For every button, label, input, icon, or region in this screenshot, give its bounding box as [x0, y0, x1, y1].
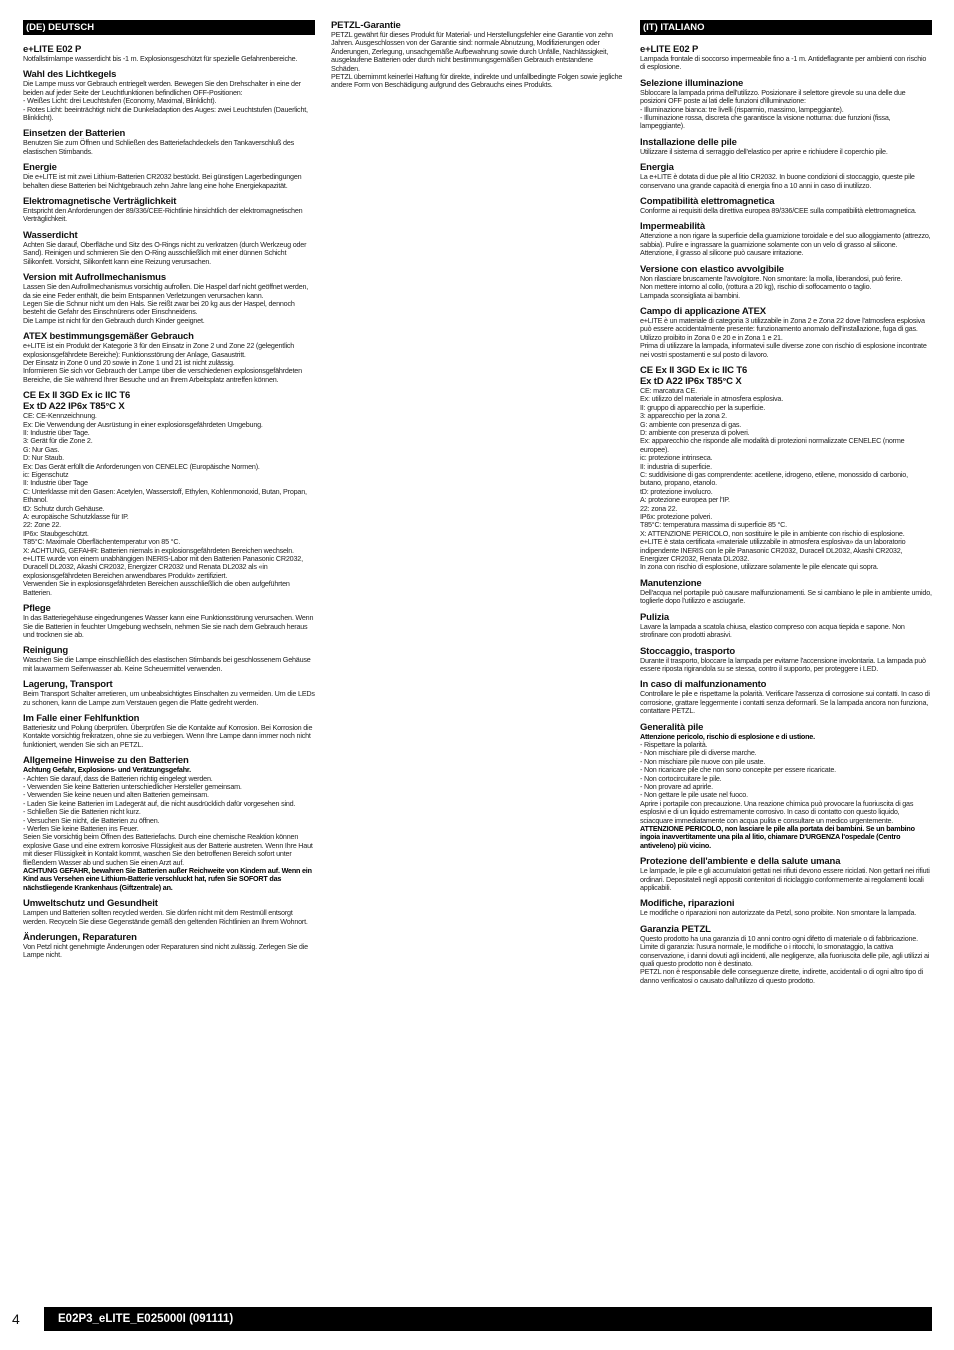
- warning-text: ATTENZIONE PERICOLO, non lasciare le pile alla portata dei bambini. Se un bambino ingoia inavvertitamente una pila al litio, chiamare D'URGENZA l'ospedale (Centro antiveleno) più vicino.: [640, 824, 915, 850]
- section: [23, 755, 315, 892]
- section-heading: Version mit Aufrollmechanismus: [23, 272, 166, 284]
- section-body: Conforme ai requisiti della direttiva europea 89/336/CEE sulla compatibilità elettromagnetica.: [640, 206, 917, 216]
- section: [23, 932, 315, 960]
- section-heading: Elektromagnetische Verträglichkeit: [23, 196, 177, 208]
- section: [23, 196, 315, 224]
- section-heading: CE Ex II 3GD Ex ic IIC T6 Ex tD A22 IP6x T85°C X: [23, 390, 131, 413]
- section-body: Le modifiche o riparazioni non autorizzate da Petzl, sono proibite. Non smontare la lampada.: [640, 908, 917, 918]
- footer-bar: [44, 1307, 932, 1331]
- section-body: Lampada frontale di soccorso impermeabile fino a -1 m. Antideflagrante per ambienti con rischio di esplosione.: [640, 54, 927, 72]
- section-body: Notfallstirnlampe wasserdicht bis -1 m. Explosionsgeschützt für spezielle Gefahrenbereiche.: [23, 54, 298, 63]
- section-body: Lampen und Batterien sollten recycled werden. Sie dürfen nicht mit dem Restmüll entsorgt werden. Recyceln Sie diese Gegenstände gemäß den geltenden Richtlinien an Ihrem Wohnort.: [23, 908, 308, 926]
- language-header: (IT) ITALIANO: [640, 20, 932, 35]
- section-heading: Modifiche, riparazioni: [640, 898, 735, 910]
- section-heading: Pflege: [23, 603, 51, 615]
- section: [640, 221, 932, 257]
- section-heading: Energie: [23, 162, 57, 174]
- section-heading: e+LITE E02 P: [640, 44, 699, 55]
- section-body: CE: marcatura CE. Ex: utilizzo del materiale in atmosfera esplosiva. II: gruppo di apparecchio per la superficie. 3: apparecchio per la zona 2. G: ambiente con presenza di gas. D: ambiente con presenza di polveri. Ex: apparecchio che risponde alle modalità di protezioni normalizzate CENELEC (norme europee). ic: protezione intrinseca. II: industria di superficie. C: suddivisione di gas comprendente: acetilene, idrogeno, etilene, monossido di carbonio, butano, propano, etanolo. tD: protezione involucro. A: protezione europea per l'IP. 22: zona 22. IP6x: protezione polveri. T85°C: temperatura massima di superficie 85 °C. X: ATTENZIONE PERICOLO, non sostituire le pile in ambiente con rischio di esplosione. e+LITE è stata certificata «materiale utilizzabile in atmosfera esplosiva» da un laboratorio indipendente INERIS con le pile Panasonic CR2032, Duracell DL2032, Akashi CR2032, Energizer CR2032, Renata DL2032. In zona con rischio di esplosione, utilizzare solamente le pile elencate qui sopra.: [640, 385, 908, 572]
- section: [23, 713, 315, 749]
- section-heading: Änderungen, Reparaturen: [23, 932, 137, 944]
- section-body: Lavare la lampada a scatola chiusa, elastico compreso con acqua tiepida e sapone. Non strofinare con prodotti abrasivi.: [640, 621, 905, 640]
- section: [23, 645, 315, 673]
- section: [640, 78, 932, 131]
- section-body: - Achten Sie darauf, dass die Batterien richtig eingelegt werden. - Verwenden Sie keine Batterien unterschiedlicher Hersteller gemeinsam. - Verwenden Sie keine neuen und alten Batterien gemeinsam. - Laden Sie keine Batterien im Ladegerät auf, die nicht ausdrücklich dafür vorgesehen sind. - Schließen Sie die Batterien nicht kurz. - Versuchen Sie nicht, die Batterien zu öffnen. - Werfen Sie keine Batterien ins Feuer. Seien Sie vorsichtig beim Öffnen des Batteriefachs. Durch eine chemische Reaktion können explosive Gase und eine extrem korrosive Flüssigkeit aus der Batterie austreten. Wenn Ihre Haut mit dieser Flüssigkeit in Kontakt kommt, waschen Sie den betroffenen Bereich sofort unter fließendem Wasser ab und suchen Sie einen Arzt auf.: [23, 773, 313, 867]
- section-body: CE: CE-Kennzeichnung. Ex: Die Verwendung der Ausrüstung in einer explosionsgefährdeten Umgebung. II: Industrie über Tage. 3: Gerät für die Zone 2. G: Nur Gas. D: Nur Staub. Ex: Das Gerät erfüllt die Anforderungen von CENELEC (Europäische Normen). ic: Eigenschutz II: Industrie über Tage C: Unterklasse mit den Gasen: Acetylen, Wasserstoff, Ethylen, Kohlenmonoxid, Butan, Propan, Ethanol. tD: Schutz durch Gehäuse. A: europäische Schutzklasse für IP. 22: Zone 22. IP6x: Staubgeschützt. T85°C: Maximale Oberflächentemperatur von 85 °C. X: ACHTUNG, GEFAHR: Batterien niemals in explosionsgefährdeten Bereichen wechseln. e+LITE wurde von einem unabhängigen INERIS-Labor mit den Batterien Panasonic CR2032, Duracell DL2032, Akashi CR2032, Energizer CR2032 und Renata DL2032 als «in explosionsgefährdeten Bereichen anwendbares Produkt» zertifiziert. Verwenden Sie in explosionsgefährdeten Bereichen ausschließlich die oben aufgeführten Batterien.: [23, 411, 307, 597]
- warning-text: Attenzione pericolo, rischio di esplosione e di ustione.: [640, 731, 815, 741]
- section-heading: Energia: [640, 162, 674, 174]
- section-heading: Versione con elastico avvolgibile: [640, 263, 784, 275]
- section-heading: Stoccaggio, trasporto: [640, 645, 736, 657]
- section-body: Beim Transport Schalter arretieren, um unbeabsichtigtes Einschalten zu vermeiden. Um die LEDs zu schonen, kann die Lampe zum Verstauen gegen die Platte gedreht werden.: [23, 689, 315, 707]
- language-header: (DE) DEUTSCH: [23, 20, 315, 35]
- section-body: Controllare le pile e rispettarne la polarità. Verificare l'assenza di corrosione sui contatti. In caso di corrosione, grattare leggermente i contatti senza deformarli. Se la lampada ancora non funziona, contattare PETZL.: [640, 689, 930, 716]
- section-heading: CE Ex II 3GD Ex ic IIC T6 Ex tD A22 IP6x T85°C X: [640, 364, 748, 387]
- warning-text: ACHTUNG GEFAHR, bewahren Sie Batterien außer Reichweite von Kindern auf. Wenn ein Kind aus Versehen eine Lithium-Batterie verschluckt hat, rufen Sie SOFORT das nächstliegende Krankenhaus (Giftzentrale) an.: [23, 866, 312, 892]
- section: [640, 196, 932, 215]
- section-body: Entspricht den Anforderungen der 89/336/CEE-Richtlinie hinsichtlich der elektromagnetischen Verträglichkeit.: [23, 206, 303, 224]
- section-body: Non rilasciare bruscamente l'avvolgitore. Non smontare: la molla, liberandosi, può ferire. Non mettere intorno al collo, (rottura a 20 kg), rischio di soffocamento o taglio. Lampada sconsigliata ai bambini.: [640, 273, 903, 300]
- section-body: - Rispettare la polarità. - Non mischiare pile di diverse marche. - Non mischiare pile nuove con pile usate. - Non ricaricare pile che non sono concepite per essere ricaricate. - Non cortocircuitare le pile. - Non provare ad aprirle. - Non gettare le pile usate nel fuoco. Aprire i portapile con precauzione. Una reazione chimica può provocare la fuoriuscita di gas esplosivi e di un liquido estremamente corrosivo. In caso di contatto con questo liquido, sciacquare immediatamente con acqua pulita e consultare un medico urgentemente.: [640, 739, 914, 825]
- section: [331, 20, 623, 90]
- section-heading: Wahl des Lichtkegels: [23, 69, 117, 81]
- section-heading: Installazione delle pile: [640, 136, 737, 148]
- column-german-continued: [331, 20, 623, 96]
- section-heading: Pulizia: [640, 611, 670, 623]
- section-heading: Manutenzione: [640, 577, 702, 589]
- section-body: Waschen Sie die Lampe einschließlich des elastischen Stirnbands bei geschlossenem Gehäuse mit lauwarmem Seifenwasser ab. Keine Scheuermittel verwenden.: [23, 655, 311, 673]
- section: [640, 365, 932, 572]
- section-heading: PETZL-Garantie: [331, 20, 401, 31]
- section: [23, 898, 315, 926]
- section-heading: Im Falle einer Fehlfunktion: [23, 712, 140, 724]
- section-heading: Protezione dell'ambiente e della salute umana: [640, 856, 841, 868]
- section-heading: Umweltschutz und Gesundheit: [23, 898, 158, 910]
- section-heading: Garanzia PETZL: [640, 923, 711, 935]
- section: [23, 162, 315, 190]
- section-body: Benutzen Sie zum Öffnen und Schließen des Batteriefachdeckels den Tankaverschluß des elastischen Stirnbands.: [23, 138, 295, 156]
- section: [640, 898, 932, 917]
- section-heading: Selezione illuminazione: [640, 77, 744, 89]
- section: [23, 44, 315, 63]
- section: [640, 646, 932, 674]
- section: [23, 390, 315, 597]
- section-body: PETZL gewährt für dieses Produkt für Material- und Herstellungsfehler eine Garantie von zehn Jahren. Ausgeschlossen von der Garantie sind: normale Abnutzung, Modifizierungen oder Änderungen, Zerlegung, unsachgemäße Aufbewahrung sowie durch Unfälle, Nachlässigkeit, ausgelaufene Batterien oder durch nicht bestimmungsgemäßen Gebrauch entstandene Schäden. PETZL übernimmt keinerlei Haftung für direkte, indirekte und unfallbedingte Folgen sowie jegliche andere Form von Beschädigung aufgrund des Gebrauchs eines Produkts.: [331, 30, 623, 90]
- section-body: Durante il trasporto, bloccare la lampada per evitarne l'accensione involontaria. La lampada può essere riposta rigirandola su se stessa, contro il supporto, per proteggere i LED.: [640, 655, 926, 673]
- section: [640, 722, 932, 851]
- section: [640, 162, 932, 190]
- section-heading: e+LITE E02 P: [23, 44, 82, 55]
- section-heading: Reinigung: [23, 645, 69, 657]
- document-code: E02P3_eLITE_E025000I (091111): [58, 1313, 234, 1325]
- section: [640, 137, 932, 156]
- section: [640, 612, 932, 640]
- section-body: Le lampade, le pile e gli accumulatori gettati nei rifiuti devono essere riciclati. Non gettarli nei rifiuti ordinari. Depositateli negli appositi contenitori di riciclaggio conformemente ai regolamenti locali applicabili.: [640, 866, 930, 893]
- section: [640, 578, 932, 606]
- section-body: Die e+LITE ist mit zwei Lithium-Batterien CR2032 bestückt. Bei günstigen Lagerbedingungen behalten diese Batterien bei Nichtgebrauch zehn Jahre lang eine hohe Energiekapazität.: [23, 172, 302, 190]
- section-body: Questo prodotto ha una garanzia di 10 anni contro ogni difetto di materiale o di fabbricazione. Limite di garanzia: l'usura normale, le modifiche o i ritocchi, lo smonataggio, la cattiva conservazione, i danni dovuti agli incidenti, alle negligenze, alla fuoriuscita delle pile, agli utilizzi ai quali questo prodotto non è destinato. PETZL non è responsabile delle conseguenze dirette, indirette, accidentali o di ogni altro tipo di danno verificatosi o causato dall'utilizzo di questo prodotto.: [640, 933, 930, 985]
- section: [23, 128, 315, 156]
- warning-text: Achtung Gefahr, Explosions- und Verätzungsgefahr.: [23, 765, 191, 775]
- section-heading: ATEX bestimmungsgemäßer Gebrauch: [23, 331, 194, 343]
- section: [23, 272, 315, 325]
- section-body: Von Petzl nicht genehmigte Änderungen oder Reparaturen sind nicht zulässig. Zerlegen Sie die Lampe nicht.: [23, 942, 308, 960]
- section: [640, 44, 932, 72]
- section-body: Batteriesitz und Polung überprüfen. Überprüfen Sie die Kontakte auf Korrosion. Bei Korrosion die Kontakte vorsichtig freikratzen, ohne sie zu verbiegen. Wenn Ihre Lampe dann immer noch nicht funktioniert, wenden Sie sich an PETZL.: [23, 722, 313, 749]
- section: [640, 924, 932, 985]
- section-heading: Wasserdicht: [23, 229, 78, 241]
- section-heading: Campo di applicazione ATEX: [640, 305, 766, 317]
- column-german: [23, 20, 315, 966]
- section-heading: Impermeabilità: [640, 221, 705, 233]
- section-body: Attenzione a non rigare la superficie della guarnizione toroidale e del suo alloggiamento (attrezzo, sabbia). Pulire e ingrassare la guarnizione solamente con un velo di grasso al silicone. Attenzione, il grasso al silicone può causare irritazione.: [640, 231, 931, 258]
- section-heading: Einsetzen der Batterien: [23, 128, 126, 140]
- section-body: La e+LITE è dotata di due pile al litio CR2032. In buone condizioni di stoccaggio, queste pile conservano una grande capacità di energia fino a 10 anni in caso di inutilizzo.: [640, 172, 915, 190]
- section: [640, 306, 932, 359]
- section-heading: Generalità pile: [640, 721, 704, 733]
- section: [640, 679, 932, 715]
- section-body: Die Lampe muss vor Gebrauch entriegelt werden. Bewegen Sie den Drehschalter in eine der beiden auf jeder Seite der Leuchtfunktionen befindlichen OFF-Positionen: - Weißes Licht: drei Leuchtstufen (Economy, Maximal, Blinklicht). - Rotes Licht: beeinträchtigt nicht die Dunkeladaption des Auges: zwei Leuchtstufen (Dauerlicht, Blinklicht).: [23, 79, 308, 123]
- section-body: Sbloccare la lampada prima dell'utilizzo. Posizionare il selettore girevole su una delle due posizioni OFF poste ai lati delle funzioni d'illuminazione: - Illuminazione bianca: tre livelli (risparmio, massimo, lampeggiante). - Illuminazione rossa, discreta che garantisce la visione notturna: due funzioni (fissa, lampeggiante).: [640, 87, 906, 131]
- section-heading: Compatibilità elettromagnetica: [640, 196, 775, 208]
- section: [23, 230, 315, 266]
- section-heading: Lagerung, Transport: [23, 679, 113, 691]
- section: [23, 679, 315, 707]
- section: [640, 856, 932, 892]
- section-heading: In caso di malfunzionamento: [640, 679, 767, 691]
- section: [23, 331, 315, 384]
- section-body: e+LITE è un materiale di categoria 3 utilizzabile in Zona 2 e Zona 22 dove l'atmosfera esplosiva può essere accidentalmente presente: funzionamento anomalo dell'installazione, fuga di gas. Utilizzo proibito in Zona 0 e 20 e in Zona 1 e 21. Prima di utilizzare la lampada, informatevi sulle diverse zone con rischio di esplosione incontrate nei vostri spostamenti e sul posto di lavoro.: [640, 315, 927, 359]
- section-body: Dell'acqua nel portapile può causare malfunzionamenti. Se si cambiano le pile in ambiente umido, toglierle dopo l'utilizzo e asciugarle.: [640, 587, 932, 606]
- section-body: Lassen Sie den Aufrollmechanismus vorsichtig aufrollen. Die Haspel darf nicht geöffnet werden, da sie eine Feder enthält, die beim Entspannen Verletzungen verursachen kann. Legen Sie die Schnur nicht um den Hals. Sie reißt zwar bei 20 kg aus der Haspel, dennoch besteht die Gefahr des Einschnürens oder Einschneidens. Die Lampe ist nicht für den Gebrauch durch Kinder geeignet.: [23, 282, 309, 325]
- column-italian: [640, 20, 932, 991]
- section-heading: Allgemeine Hinweise zu den Batterien: [23, 755, 189, 767]
- section-body: In das Batteriegehäuse eingedrungenes Wasser kann eine Funktionsstörung verursachen. Wenn Sie die Batterien in feuchter Umgebung wechseln, nehmen Sie sie nach dem Gebrauch heraus und trocknen sie ab.: [23, 613, 314, 639]
- page-number: 4: [12, 1311, 20, 1327]
- section-body: Utilizzare il sistema di serraggio dell'elastico per aprire e richiudere il coperchio pile.: [640, 146, 888, 156]
- section: [640, 264, 932, 300]
- section: [23, 603, 315, 639]
- section-body: Achten Sie darauf, Oberfläche und Sitz des O-Rings nicht zu verkratzen (durch Werkzeug oder Sand). Reinigen und schmieren Sie den O-Ring ausschließlich mit einer dünnen Schicht Silikonfett. Vorsicht, Silikonfett kann eine Reizung verursachen.: [23, 239, 307, 266]
- section-body: e+LITE ist ein Produkt der Kategorie 3 für den Einsatz in Zone 2 und Zone 22 (gelegentlich explosionsgefährdete Bereiche): Funktionsstörung der Anlage, Gasaustritt. Der Einsatz in Zone 0 und 20 sowie in Zone 1 und 21 ist nicht zulässig. Informieren Sie sich vor Gebrauch der Lampe über die verschiedenen explosionsgefährdeten Bereiche, die Sie während Ihrer Besuche und an Ihrem Arbeitsplatz antreffen können.: [23, 341, 302, 384]
- section: [23, 69, 315, 122]
